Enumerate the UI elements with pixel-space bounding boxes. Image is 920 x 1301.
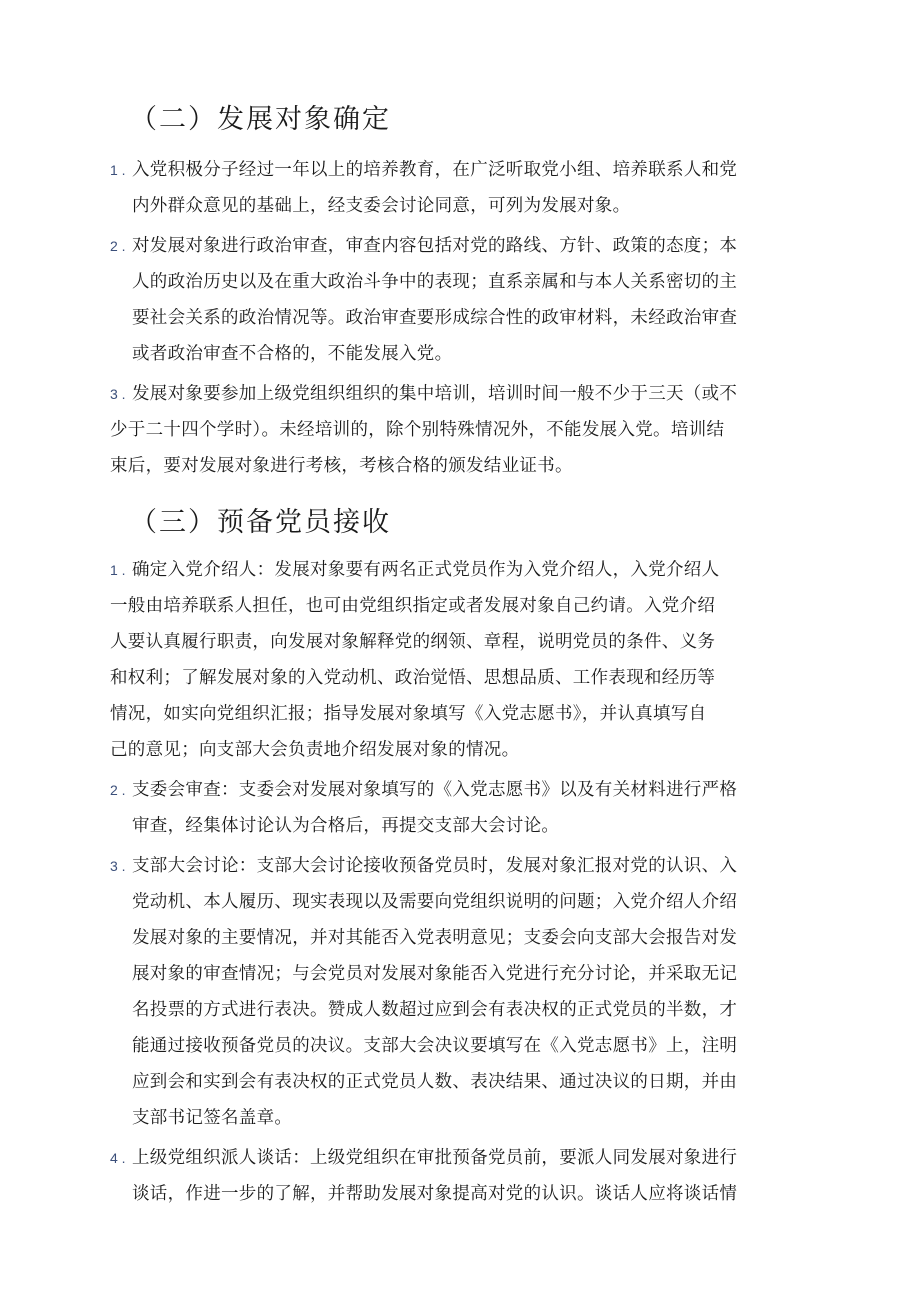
item-number: 3 . bbox=[110, 386, 126, 402]
item-number: 2 . bbox=[110, 238, 126, 254]
item-line: 确定入党介绍人：发展对象要有两名正式党员作为入党介绍人，入党介绍人 bbox=[132, 560, 720, 580]
item-line: 人的政治历史以及在重大政治斗争中的表现；直系亲属和与本人关系密切的主 bbox=[132, 272, 738, 292]
item-number: 4 . bbox=[110, 1150, 126, 1166]
item-number: 1 . bbox=[110, 162, 126, 178]
item-line: 或者政治审查不合格的，不能发展入党。 bbox=[132, 344, 453, 364]
item-line: 谈话，作进一步的了解，并帮助发展对象提高对党的认识。谈话人应将谈话情 bbox=[132, 1184, 738, 1204]
section-heading-3: （三）预备党员接收 bbox=[130, 507, 391, 538]
item-line: 情况，如实向党组织汇报；指导发展对象填写《入党志愿书》，并认真填写自 bbox=[110, 704, 707, 724]
item-line: 审查，经集体讨论认为合格后，再提交支部大会讨论。 bbox=[132, 816, 560, 836]
item-line: 束后，要对发展对象进行考核，考核合格的颁发结业证书。 bbox=[110, 456, 573, 476]
item-line: 少于二十四个学时）。未经培训的，除个别特殊情况外，不能发展入党。培训结 bbox=[110, 420, 725, 440]
item-line: 能通过接收预备党员的决议。支部大会决议要填写在《入党志愿书》上，注明 bbox=[132, 1036, 738, 1056]
item-line: 发展对象的主要情况，并对其能否入党表明意见；支委会向支部大会报告对发 bbox=[132, 928, 738, 948]
item-line: 展对象的审查情况；与会党员对发展对象能否入党进行充分讨论，并采取无记 bbox=[132, 964, 738, 984]
item-line: 要社会关系的政治情况等。政治审查要形成综合性的政审材料，未经政治审查 bbox=[132, 308, 738, 328]
item-line: 支部书记签名盖章。 bbox=[132, 1108, 293, 1128]
item-line: 人要认真履行职责，向发展对象解释党的纲领、章程，说明党员的条件、义务 bbox=[110, 632, 716, 652]
item-line: 支委会审查：支委会对发展对象填写的《入党志愿书》以及有关材料进行严格 bbox=[132, 780, 738, 800]
item-line: 应到会和实到会有表决权的正式党员人数、表决结果、通过决议的日期，并由 bbox=[132, 1072, 738, 1092]
item-line: 入党积极分子经过一年以上的培养教育，在广泛听取党小组、培养联系人和党 bbox=[132, 160, 738, 180]
item-number: 2 . bbox=[110, 782, 126, 798]
item-line: 上级党组织派人谈话：上级党组织在审批预备党员前，要派人同发展对象进行 bbox=[132, 1148, 738, 1168]
section-heading-2: （二）发展对象确定 bbox=[130, 104, 391, 135]
item-line: 党动机、本人履历、现实表现以及需要向党组织说明的问题；入党介绍人介绍 bbox=[132, 892, 738, 912]
item-line: 己的意见；向支部大会负责地介绍发展对象的情况。 bbox=[110, 740, 520, 760]
item-line: 发展对象要参加上级党组织组织的集中培训，培训时间一般不少于三天（或不 bbox=[132, 384, 738, 404]
item-line: 和权利；了解发展对象的入党动机、政治觉悟、思想品质、工作表现和经历等 bbox=[110, 668, 716, 688]
item-line: 对发展对象进行政治审查，审查内容包括对党的路线、方针、政策的态度；本 bbox=[132, 236, 738, 256]
item-line: 支部大会讨论：支部大会讨论接收预备党员时，发展对象汇报对党的认识、入 bbox=[132, 856, 738, 876]
item-line: 名投票的方式进行表决。赞成人数超过应到会有表决权的正式党员的半数，才 bbox=[132, 1000, 738, 1020]
item-number: 3 . bbox=[110, 858, 126, 874]
item-line: 一般由培养联系人担任，也可由党组织指定或者发展对象自己约请。入党介绍 bbox=[110, 596, 716, 616]
item-number: 1 . bbox=[110, 562, 126, 578]
item-line: 内外群众意见的基础上，经支委会讨论同意，可列为发展对象。 bbox=[132, 196, 631, 216]
